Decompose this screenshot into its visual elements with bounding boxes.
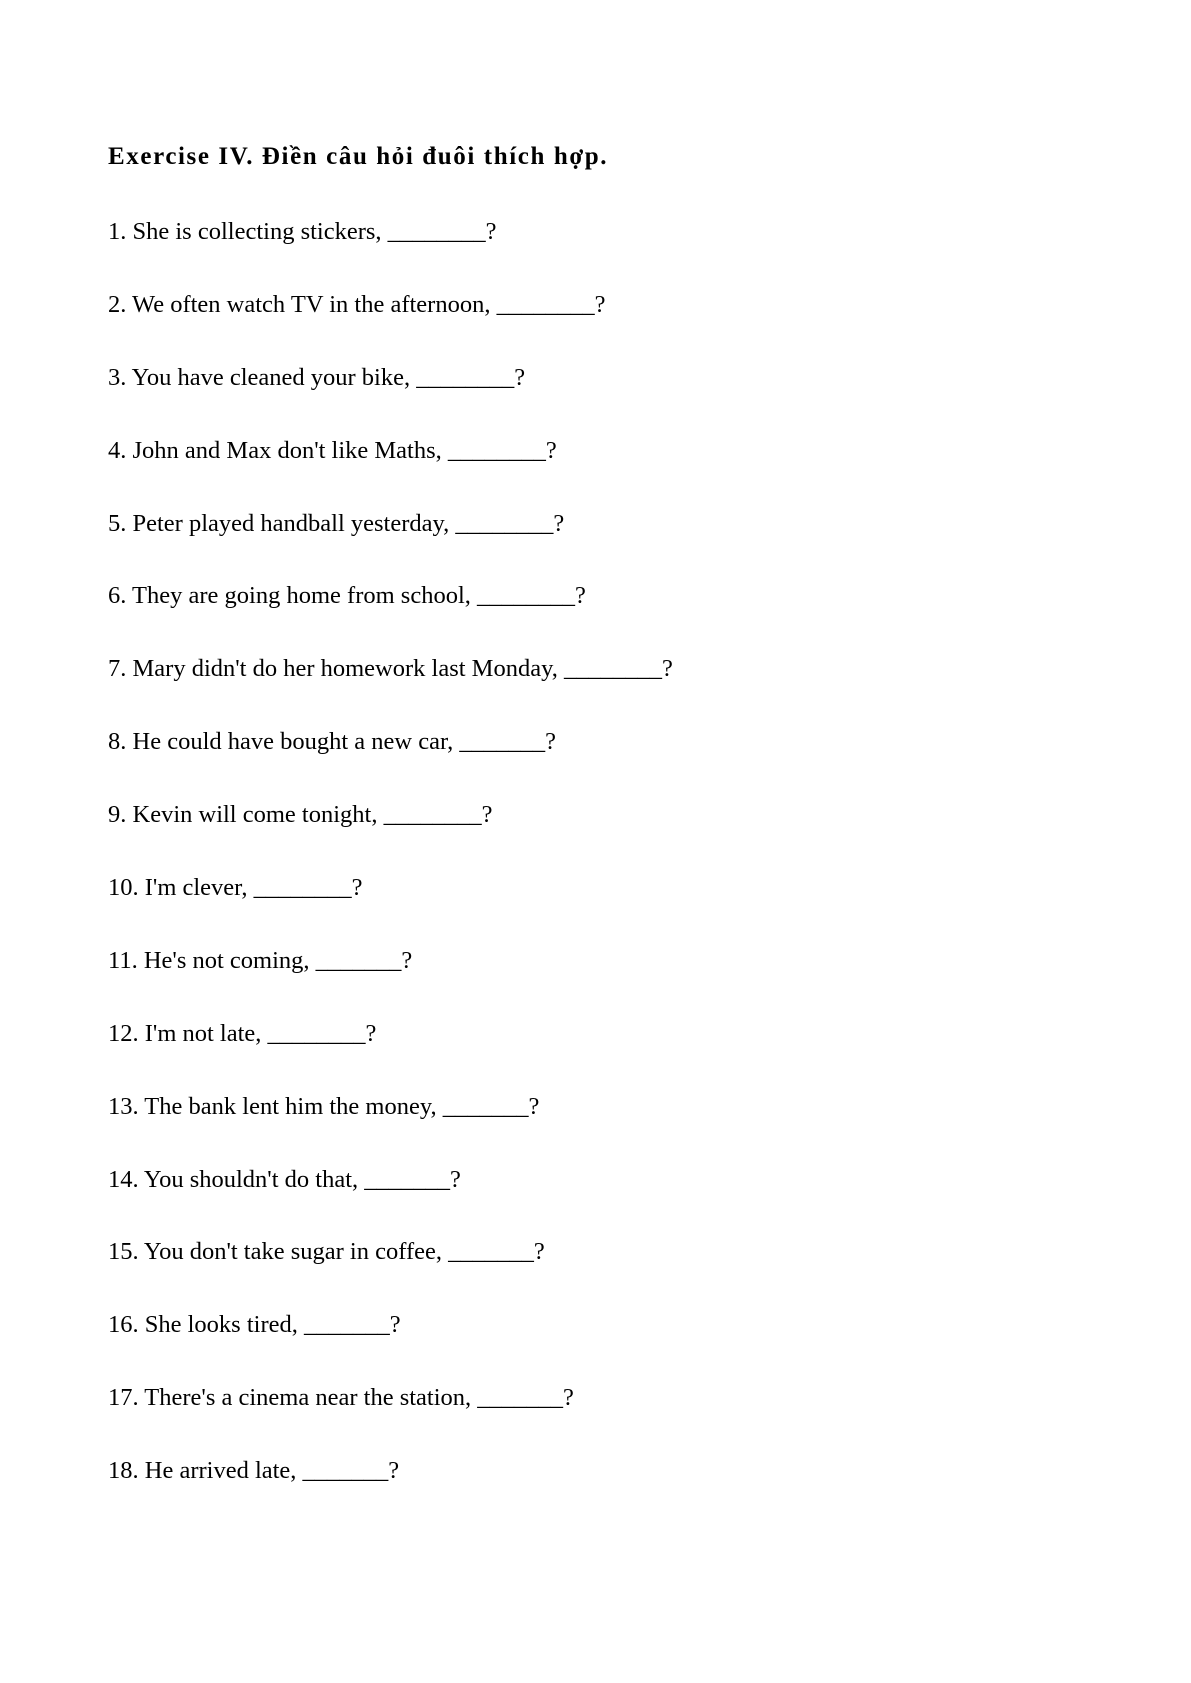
exercise-item-15: 15. You don't take sugar in coffee, _______? (108, 1238, 545, 1266)
exercise-item-7: 7. Mary didn't do her homework last Monday, ________? (108, 655, 673, 683)
exercise-item-17: 17. There's a cinema near the station, _______? (108, 1384, 574, 1412)
exercise-item-3: 3. You have cleaned your bike, ________? (108, 363, 526, 391)
exercise-item-16: 16. She looks tired, _______? (108, 1311, 401, 1339)
exercise-item-4: 4. John and Max don't like Maths, ________? (108, 436, 557, 464)
exercise-item-11: 11. He's not coming, _______? (108, 946, 413, 974)
exercise-item-6: 6. They are going home from school, ________? (108, 582, 586, 610)
exercise-item-12: 12. I'm not late, ________? (108, 1019, 377, 1047)
exercise-item-13: 13. The bank lent him the money, _______? (108, 1092, 540, 1120)
exercise-title: Exercise IV. Điền câu hỏi đuôi thích hợp. (108, 143, 609, 170)
exercise-item-10: 10. I'm clever, ________? (108, 874, 363, 902)
exercise-item-18: 18. He arrived late, _______? (108, 1457, 400, 1485)
exercise-list (108, 217, 673, 1529)
exercise-item-8: 8. He could have bought a new car, _______? (108, 728, 557, 756)
exercise-item-14: 14. You shouldn't do that, _______? (108, 1165, 461, 1193)
exercise-item-9: 9. Kevin will come tonight, ________? (108, 801, 493, 829)
exercise-item-1: 1. She is collecting stickers, ________? (108, 218, 497, 245)
exercise-item-5: 5. Peter played handball yesterday, ________? (108, 509, 565, 537)
exercise-item-2: 2. We often watch TV in the afternoon, ________? (108, 290, 606, 318)
